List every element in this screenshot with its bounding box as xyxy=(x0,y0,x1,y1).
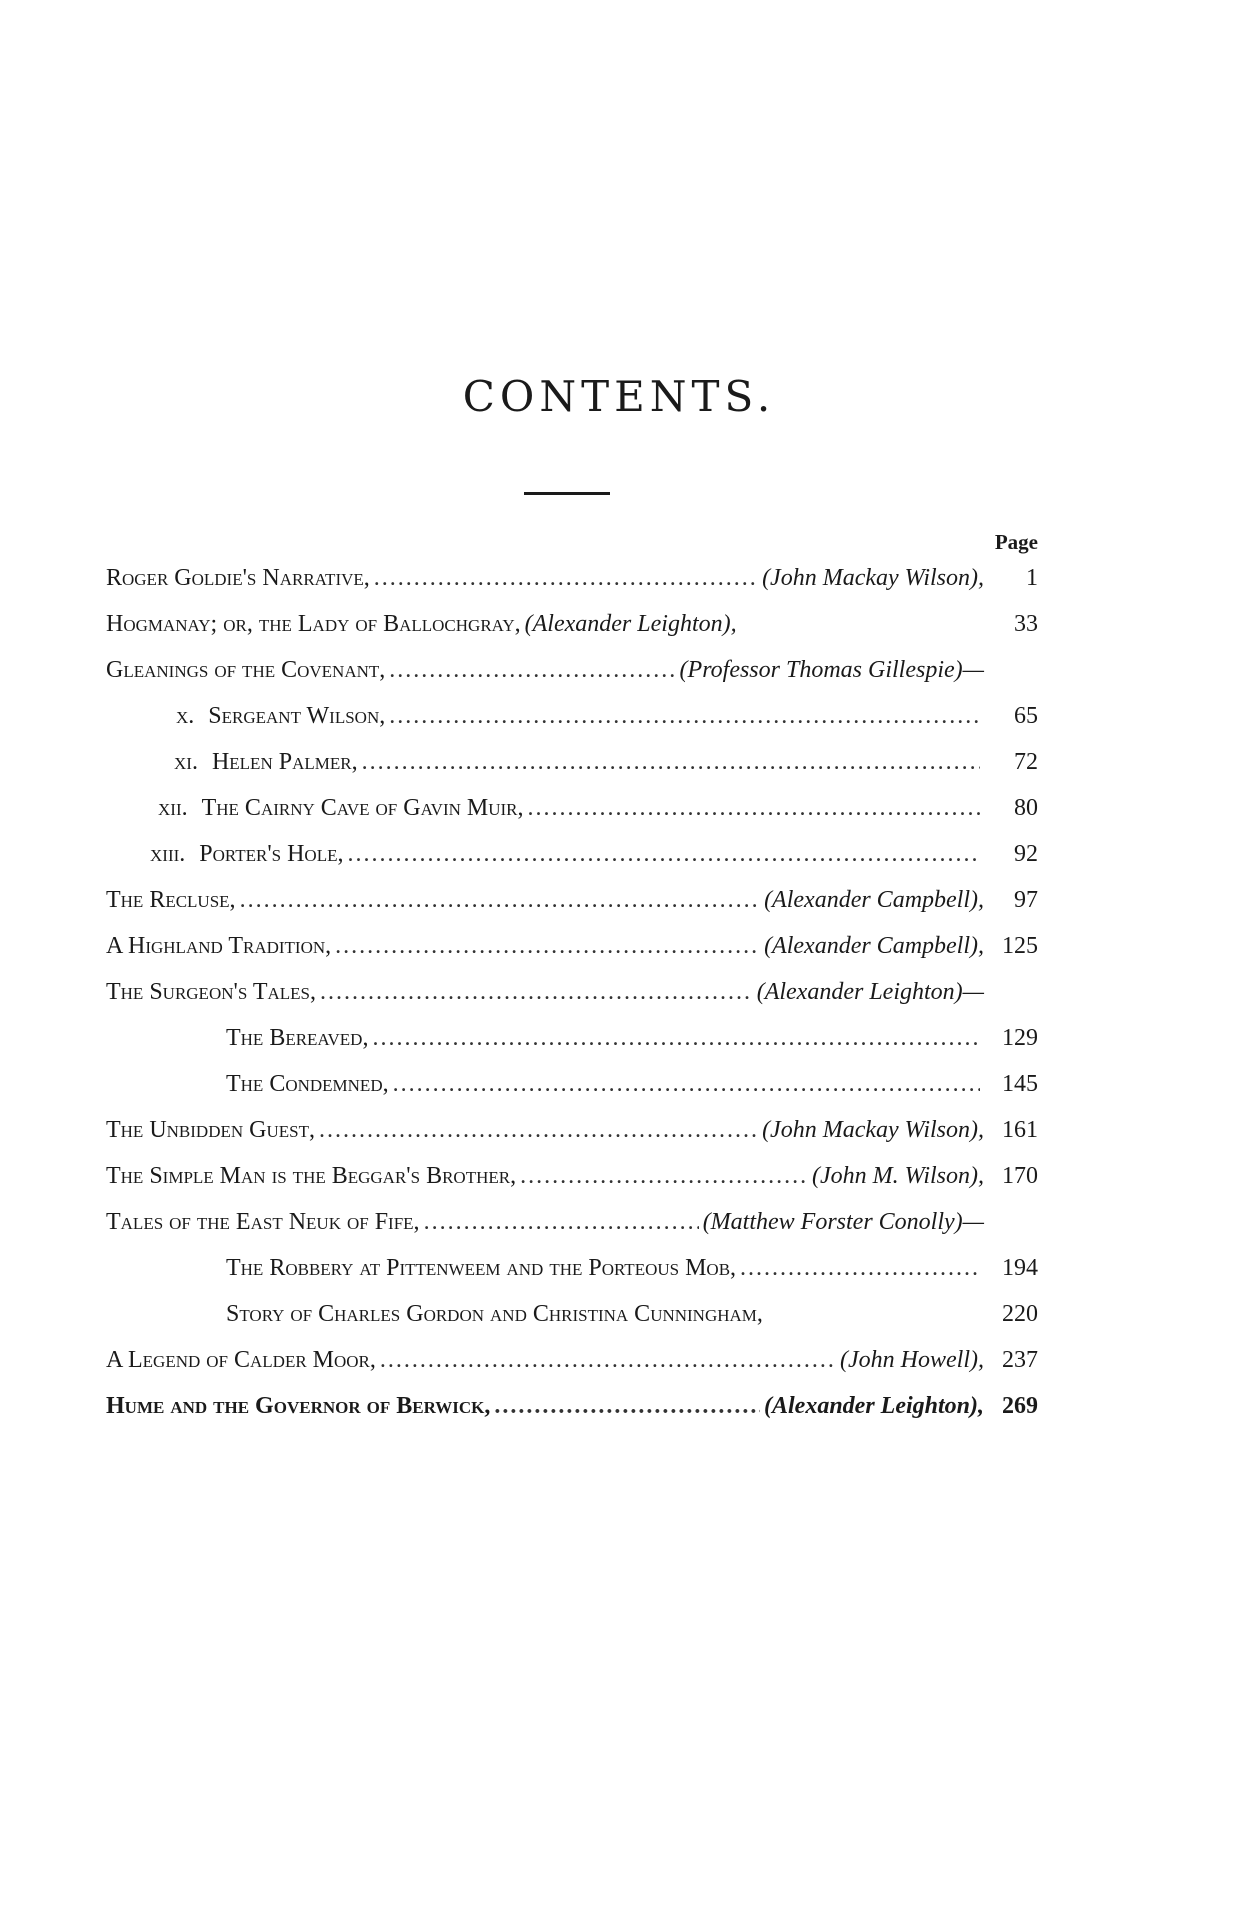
dot-leader xyxy=(740,1255,980,1282)
entry-author: (Alexander Campbell), xyxy=(764,887,984,913)
entry-title: Roger Goldie's Narrative, xyxy=(106,565,370,591)
toc-subentry xyxy=(150,841,1038,887)
entry-title: Story of Charles Gordon and Christina Cunningham, xyxy=(226,1301,763,1327)
toc-subentry xyxy=(226,1255,1038,1301)
dot-leader xyxy=(319,1117,758,1144)
entry-page: 269 xyxy=(1002,1393,1038,1419)
entry-title: Porter's Hole, xyxy=(199,841,344,867)
entry-page: 125 xyxy=(1002,933,1038,959)
entry-page: 129 xyxy=(1002,1025,1038,1051)
toc-subentry xyxy=(174,749,1038,795)
dot-leader xyxy=(389,657,675,684)
entry-page: 92 xyxy=(1014,841,1038,867)
dot-leader xyxy=(528,795,980,822)
dot-leader xyxy=(372,1025,980,1052)
entry-title: The Surgeon's Tales, xyxy=(106,979,317,1005)
entry-page: 237 xyxy=(1002,1347,1038,1373)
dot-leader xyxy=(393,1071,980,1098)
entry-title: Tales of the East Neuk of Fife, xyxy=(106,1209,420,1235)
entry-author: (John Howell), xyxy=(840,1347,984,1373)
entry-author: (John Mackay Wilson), xyxy=(762,565,984,591)
entry-author: (Alexander Leighton), xyxy=(764,1393,984,1419)
dot-leader xyxy=(335,933,760,960)
entry-page: 72 xyxy=(1014,749,1038,775)
entry-title: Hogmanay; or, the Lady of Ballochgray, xyxy=(106,611,521,637)
entry-page: 65 xyxy=(1014,703,1038,729)
toc-subentry xyxy=(226,1071,1038,1117)
dot-leader xyxy=(240,887,761,914)
entry-page: 80 xyxy=(1014,795,1038,821)
entry-title: Sergeant Wilson, xyxy=(208,703,386,729)
entry-author: (Matthew Forster Conolly)— xyxy=(702,1209,984,1235)
entry-title: The Robbery at Pittenweem and the Porteous Mob, xyxy=(226,1255,737,1281)
entry-number: x. xyxy=(176,703,195,729)
entry-title: The Simple Man is the Beggar's Brother, xyxy=(106,1163,517,1189)
toc-entry xyxy=(106,887,1038,933)
entry-author: (Alexander Leighton)— xyxy=(756,979,984,1005)
entry-title: Gleanings of the Covenant, xyxy=(106,657,386,683)
entry-page: 170 xyxy=(1002,1163,1038,1189)
page-title: CONTENTS. xyxy=(462,372,776,421)
toc-entry xyxy=(106,611,1038,657)
toc-subentry xyxy=(226,1025,1038,1071)
toc-entry xyxy=(106,1347,1038,1393)
toc-subentry xyxy=(226,1301,1038,1347)
page-column-label: Page xyxy=(994,530,1038,554)
entry-title: The Recluse, xyxy=(106,887,236,913)
entry-author: (Alexander Leighton), xyxy=(524,611,737,637)
toc-entry xyxy=(106,1117,1038,1163)
entry-page: 161 xyxy=(1002,1117,1038,1143)
dot-leader xyxy=(494,1393,760,1420)
entry-number: xi. xyxy=(174,749,198,775)
entry-title: The Bereaved, xyxy=(226,1025,369,1051)
toc-entry xyxy=(106,1209,1038,1255)
entry-author: (Professor Thomas Gillespie)— xyxy=(679,657,984,683)
entry-author: (John Mackay Wilson), xyxy=(762,1117,984,1143)
toc-entry xyxy=(106,1393,1038,1439)
dot-leader xyxy=(320,979,753,1006)
entry-page: 33 xyxy=(1014,611,1038,637)
entry-title: A Legend of Calder Moor, xyxy=(106,1347,376,1373)
toc-entry xyxy=(106,1163,1038,1209)
entry-title: The Unbidden Guest, xyxy=(106,1117,315,1143)
toc-subentry xyxy=(158,795,1038,841)
entry-page: 220 xyxy=(1002,1301,1038,1327)
dot-leader xyxy=(374,565,758,592)
toc-subentry xyxy=(176,703,1038,749)
entry-page: 194 xyxy=(1002,1255,1038,1281)
toc-entry xyxy=(106,565,1038,611)
entry-title: Helen Palmer, xyxy=(211,749,358,775)
entry-title: A Highland Tradition, xyxy=(106,933,332,959)
entry-title: The Condemned, xyxy=(226,1071,389,1097)
dot-leader xyxy=(347,841,980,868)
dot-leader xyxy=(380,1347,836,1374)
title-rule xyxy=(524,492,610,495)
entry-page: 97 xyxy=(1014,887,1038,913)
dot-leader xyxy=(362,749,980,776)
entry-author: (John M. Wilson), xyxy=(812,1163,984,1189)
entry-author: (Alexander Campbell), xyxy=(764,933,984,959)
toc-entry xyxy=(106,979,1038,1025)
entry-number: xii. xyxy=(158,795,188,821)
dot-leader xyxy=(424,1209,699,1236)
toc-entry xyxy=(106,657,1038,703)
entry-number: xiii. xyxy=(150,841,186,867)
entry-page: 1 xyxy=(1026,565,1038,591)
entry-title: The Cairny Cave of Gavin Muir, xyxy=(201,795,524,821)
dot-leader xyxy=(389,703,980,730)
entry-page: 145 xyxy=(1002,1071,1038,1097)
entry-title: Hume and the Governor of Berwick, xyxy=(106,1393,491,1419)
dot-leader xyxy=(520,1163,808,1190)
toc-entry xyxy=(106,933,1038,979)
